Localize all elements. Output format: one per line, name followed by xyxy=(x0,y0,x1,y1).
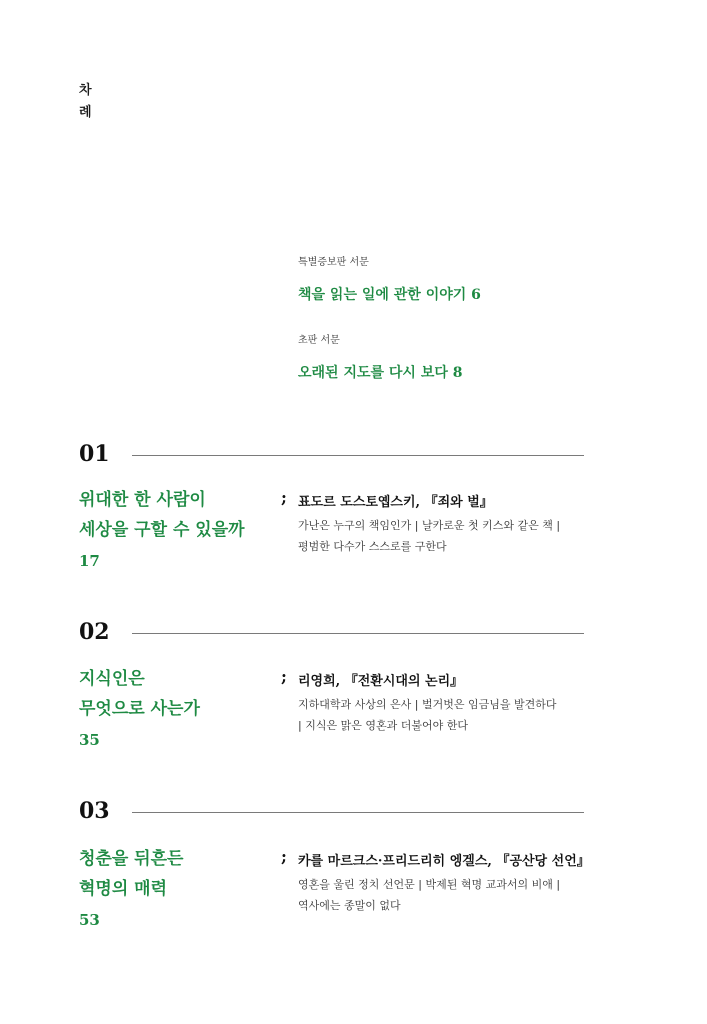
bullet-icon: ; xyxy=(281,847,287,866)
chapter-number: 01 xyxy=(79,441,110,467)
chapter-divider xyxy=(132,455,584,456)
book-title: 카를 마르크스·프리드리히 엥겔스, 『공산당 선언』 xyxy=(298,854,590,869)
heading-char: 차 xyxy=(79,83,92,98)
bullet-icon: ; xyxy=(281,667,287,686)
bullet-icon: ; xyxy=(281,488,287,507)
description-line: | 지식은 맑은 영혼과 더불어야 한다 xyxy=(298,719,468,732)
chapter-description xyxy=(298,515,598,557)
chapter-title[interactable] xyxy=(79,485,245,576)
preface-title[interactable]: 오래된 지도를 다시 보다 8 xyxy=(298,365,463,381)
chapter-number: 02 xyxy=(79,619,110,645)
chapter-description xyxy=(298,694,598,736)
preface-first[interactable] xyxy=(298,331,462,382)
description-line: 역사에는 종말이 없다 xyxy=(298,899,401,912)
description-line: 영혼을 울린 정치 선언문 | 박제된 혁명 교과서의 비애 | xyxy=(298,878,561,891)
preface-title[interactable]: 책을 읽는 일에 관한 이야기 6 xyxy=(298,287,481,303)
chapter-description xyxy=(298,874,598,916)
chapter-number: 03 xyxy=(79,798,110,824)
description-line: 지하대학과 사상의 은사 | 벌거벗은 임금님을 발견하다 xyxy=(298,698,557,711)
preface-label: 특별증보판 서문 xyxy=(298,257,369,268)
book-title: 표도르 도스토옙스키, 『죄와 벌』 xyxy=(298,495,493,510)
description-line: 평범한 다수가 스스로를 구한다 xyxy=(298,540,447,553)
chapter-divider xyxy=(132,633,584,634)
description-line: 가난은 누구의 책임인가 | 날카로운 첫 키스와 같은 책 | xyxy=(298,519,561,532)
page-heading xyxy=(79,80,95,124)
chapter-title-line: 위대한 한 사람이 xyxy=(79,490,206,510)
chapter-title-line: 무엇으로 사는가 xyxy=(79,699,200,719)
chapter-title-line: 혁명의 매력 xyxy=(79,879,168,899)
heading-char: 례 xyxy=(79,105,92,120)
chapter-divider xyxy=(132,812,584,813)
chapter-page-number: 17 xyxy=(79,552,100,570)
preface-special[interactable] xyxy=(298,253,481,304)
book-title: 리영희, 『전환시대의 논리』 xyxy=(298,674,464,689)
preface-label: 초판 서문 xyxy=(298,335,340,346)
chapter-page-number: 53 xyxy=(79,911,100,929)
chapter-page-number: 35 xyxy=(79,731,100,749)
chapter-title-line: 청춘을 뒤흔든 xyxy=(79,849,184,869)
chapter-title-line: 지식인은 xyxy=(79,669,145,689)
chapter-title-line: 세상을 구할 수 있을까 xyxy=(79,520,245,540)
chapter-title[interactable] xyxy=(79,844,183,935)
chapter-title[interactable] xyxy=(79,664,200,755)
